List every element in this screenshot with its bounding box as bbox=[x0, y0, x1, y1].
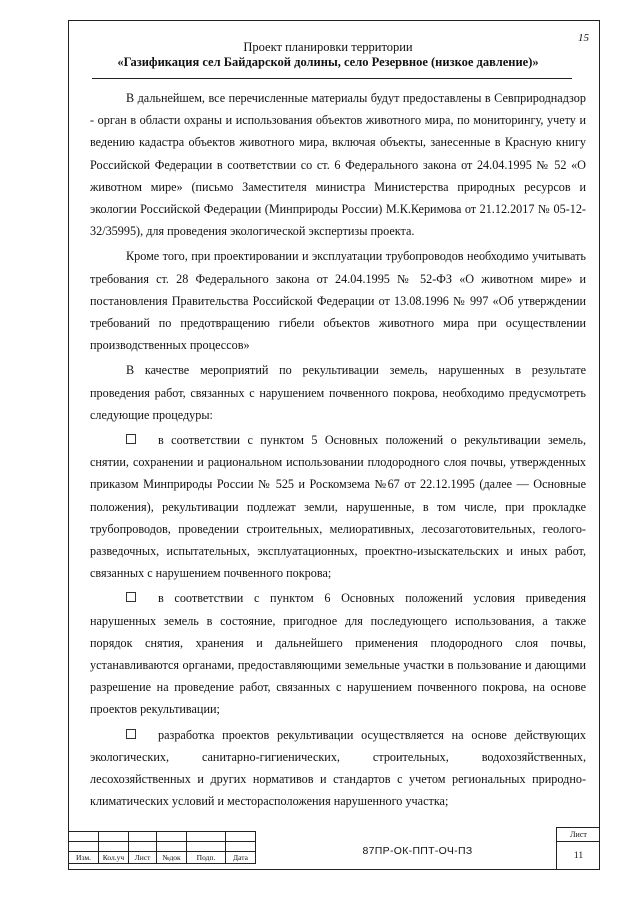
bullet-item bbox=[90, 429, 586, 584]
document-code: 87ПР-ОК-ППТ-ОЧ-ПЗ bbox=[362, 844, 473, 857]
sheet-box bbox=[556, 827, 600, 870]
paragraph: В дальнейшем, все перечисленные материалы будут предоставлены в Севприроднадзор - орган в области охраны и использования объектов животного мира, по мониторингу, учету и ведению кадастра объектов животного мира, включая объекты, занесенные в Красную книгу Российской Федерации в соответствии со ст. 6 Федерального закона от 24.04.1995 № 52 «О животном мире» (письмо Заместителя министра Министерства природных ресурсов и экологии Российской Федерации (Минприроды России) М.К.Керимова от 21.12.2017 № 05-12-32/35995), для проведения экологической экспертизы проекта. bbox=[90, 91, 586, 239]
title-block bbox=[68, 831, 600, 870]
document-header bbox=[88, 40, 568, 70]
stamp-label-count: Кол.уч bbox=[99, 852, 129, 864]
stamp-label-doc: №док bbox=[157, 852, 187, 864]
document-body bbox=[90, 87, 586, 816]
header-subtitle: «Газификация сел Байдарской долины, село Резервное (низкое давление)» bbox=[117, 55, 539, 69]
checkbox-bullet-icon bbox=[126, 729, 136, 739]
bullet-text: разработка проектов рекультивации осуществляется на основе действующих экологических, санитарно-гигиенических, строительных, водохозяйственных, лесохозяйственных и других нормативов и стандартов с учетом региональных природно-климатических условий и месторасположения нарушенного участка; bbox=[90, 727, 586, 809]
paragraph: Кроме того, при проектировании и эксплуатации трубопроводов необходимо учитывать требования ст. 28 Федерального закона от 24.04.1995 № 52-ФЗ «О животном мире» и постановления Правительства Российской Федерации от 13.08.1996 № 997 «Об утверждении требований по предотвращению гибели объектов животного мира при осуществлении производственных процессов» bbox=[90, 249, 586, 353]
bullet-text: в соответствии с пунктом 6 Основных положений условия приведения нарушенных земель в состояние, пригодное для последующего использования, а также порядок снятия, хранения и дальнейшего применения плодородного слоя почвы, устанавливаются органами, предоставляющими земельные участки в пользование и дающими разрешение на проведение работ, связанных с нарушением почвенного покрова, на основе проектов рекультивации; bbox=[90, 591, 586, 717]
stamp-label-date: Дата bbox=[226, 852, 256, 864]
paragraph: В качестве мероприятий по рекультивации земель, нарушенных в результате проведения работ, связанных с нарушением почвенного покрова, необходимо предусмотреть следующие процедуры: bbox=[90, 363, 586, 422]
bullet-text: в соответствии с пунктом 5 Основных положений о рекультивации земель, снятии, сохранении и рациональном использовании плодородного слоя почвы, утвержденных приказом Минприроды России № 525 и Роскомзема №67 от 22.12.1995 (далее — Основные положения), рекультивации подлежат земли, нарушенные, в том числе, при прокладке трубопроводов, проведении строительных, мелиоративных, лесозаготовительных, геолого-разведочных, испытательных, эксплуатационных, проектно-изыскательских и иных работ, связанных с нарушением почвенного покрова; bbox=[90, 433, 586, 581]
stamp-label-sheet: Лист bbox=[129, 852, 157, 864]
sheet-number: 11 bbox=[573, 851, 584, 861]
stamp-label-signature: Подп. bbox=[187, 852, 226, 864]
sheet-label: Лист bbox=[557, 828, 600, 842]
checkbox-bullet-icon bbox=[126, 592, 136, 602]
page-number: 15 bbox=[578, 32, 589, 44]
header-divider bbox=[92, 78, 572, 79]
bullet-item bbox=[90, 724, 586, 813]
stamp-grid bbox=[68, 831, 256, 864]
bullet-item bbox=[90, 587, 586, 720]
checkbox-bullet-icon bbox=[126, 434, 136, 444]
header-title: Проект планировки территории bbox=[243, 40, 413, 54]
stamp-label-change: Изм. bbox=[69, 852, 99, 864]
